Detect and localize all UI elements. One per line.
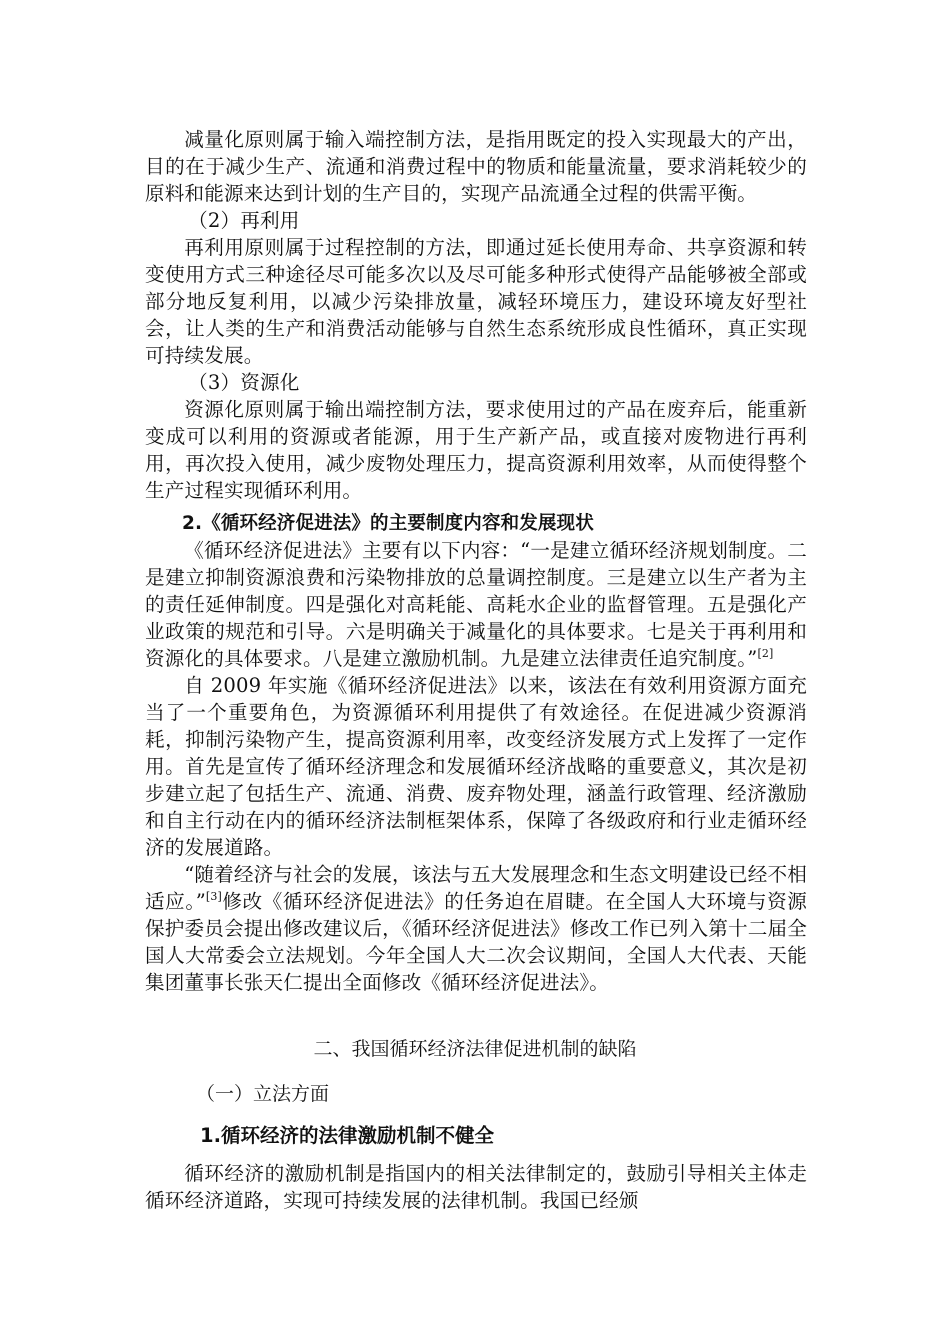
revision-quote: “随着经济与社会的发展，该法与五大发展理念和生态文明建设已经不相适应。” (145, 863, 807, 913)
paragraph-since-2009: 自 2009 年实施《循环经济促进法》以来，该法在有效利用资源方面充当了一个重要角色，为资源循环利用提供了有效途径。在促进减少资源消耗，抑制污染物产生，提高资源利用率，改变经济发展方式上发挥了一定作用。首先是宣传了循环经济理念和发展循环经济战略的重要意义，其次是初步建立起了包括生产、流通、消费、废弃物处理，涵盖行政管理、经济激励和自主行动在内的循环经济法制框架体系，保障了各级政府和行业走循环经济的发展道路。 (145, 674, 807, 859)
paragraph-incentive: 循环经济的激励机制是指国内的相关法律制定的，鼓励引导相关主体走循环经济道路，实现可持续发展的法律机制。我国已经颁 (145, 1162, 807, 1212)
law-items-text: 《循环经济促进法》主要有以下内容：“一是建立循环经济规划制度。二是建立抑制资源浪费和污染物排放的总量调控制度。三是建立以生产者为主的责任延伸制度。四是强化对高耗能、高耗水企业的监督管理。五是强化产业政策的规范和引导。六是明确关于减量化的具体要求。七是关于再利用和资源化的具体要求。八是建立激励机制。九是建立法律责任追究制度。” (145, 539, 807, 670)
text-block-principles (145, 126, 807, 504)
text-block-law-content (145, 510, 807, 996)
paragraph-reuse: 再利用原则属于过程控制的方法，即通过延长使用寿命、共享资源和转变使用方式三种途径尽可能多次以及尽可能多种形式使得产品能够被全部或部分地反复利用，以减少污染排放量，减轻环境压力，建设环境友好型社会，让人类的生产和消费活动能够与自然生态系统形成良性循环，真正实现可持续发展。 (145, 236, 807, 367)
item-reuse-title: （2）再利用 (188, 209, 300, 232)
subheading-incentive: 1.循环经济的法律激励机制不健全 (200, 1124, 494, 1147)
citation-ref-3: [3] (205, 890, 222, 903)
citation-ref-2: [2] (757, 647, 774, 660)
item-recycling-title: （3）资源化 (188, 371, 300, 394)
paragraph-reduction: 减量化原则属于输入端控制方法，是指用既定的投入实现最大的产出，目的在于减少生产、流通和消费过程中的物质和能量流量，要求消耗较少的原料和能源来达到计划的生产目的，实现产品流通全过程的供需平衡。 (145, 128, 807, 205)
paragraph-law-items (145, 537, 807, 672)
section-title: 二、我国循环经济法律促进机制的缺陷 (313, 1038, 637, 1060)
subsection-title: （一）立法方面 (196, 1083, 330, 1105)
heading-law-content: 2.《循环经济促进法》的主要制度内容和发展现状 (182, 513, 594, 534)
revision-text: 修改《循环经济促进法》的任务迫在眉睫。在全国人大环境与资源保护委员会提出修改建议后，《循环经济促进法》修改工作已列入第十二届全国人大常委会立法规划。今年全国人大二次会议期间，全国人大代表、天能集团董事长张天仁提出全面修改《循环经济促进法》。 (145, 890, 807, 994)
text-block-incentive (145, 1160, 807, 1214)
paragraph-recycling: 资源化原则属于输出端控制方法，要求使用过的产品在废弃后，能重新变成可以利用的资源或者能源，用于生产新产品，或直接对废物进行再利用，再次投入使用，减少废物处理压力，提高资源利用效率，从而使得整个生产过程实现循环利用。 (145, 398, 807, 502)
paragraph-revision (145, 861, 807, 996)
